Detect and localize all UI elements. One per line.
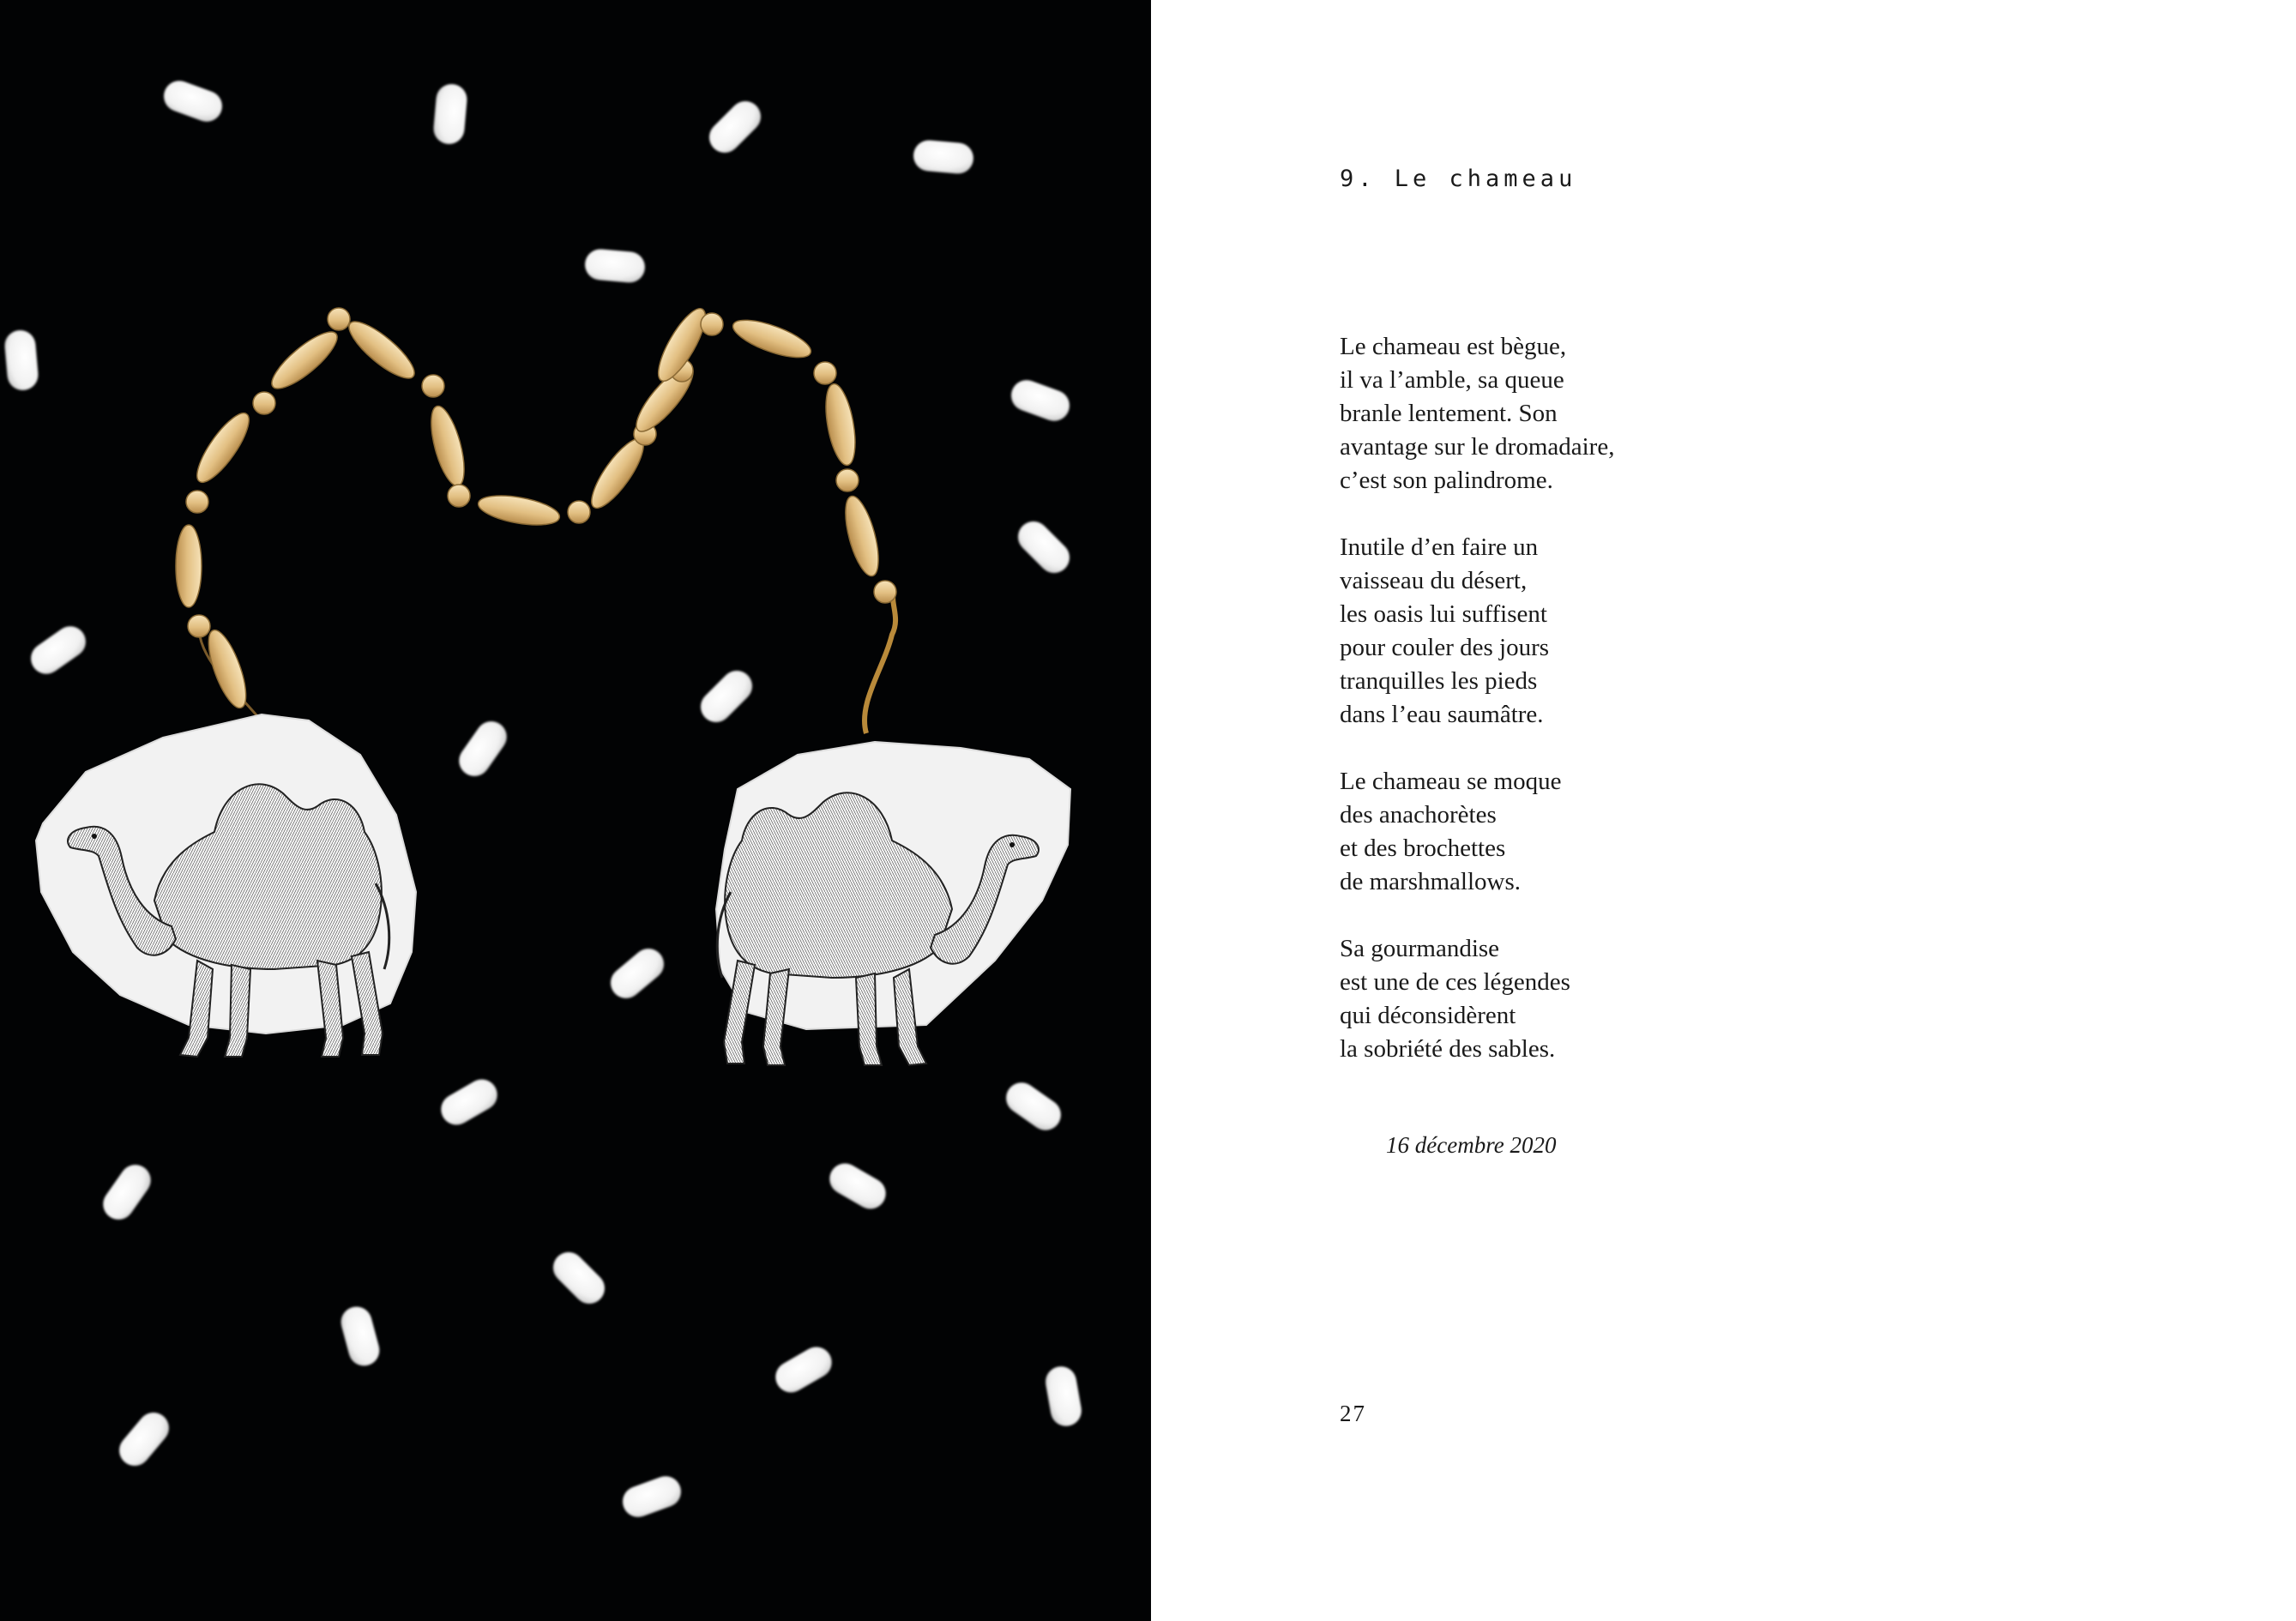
poem-line: la sobriété des sables. — [1340, 1035, 1556, 1063]
bead-round — [874, 581, 896, 603]
poem-line: pour couler des jours — [1340, 634, 1550, 661]
bead-round — [188, 615, 210, 637]
marshmallow-pill — [338, 1304, 383, 1370]
poem-line: branle lentement. Son — [1340, 400, 1558, 427]
marshmallow-pill — [618, 1472, 685, 1522]
poem-date: 16 décembre 2020 — [1386, 1132, 1557, 1158]
poem-line: c’est son palindrome. — [1340, 467, 1553, 494]
marshmallow-pill — [547, 1246, 612, 1311]
page-number: 27 — [1340, 1401, 1366, 1426]
bead-round — [328, 308, 350, 330]
bead-long — [425, 403, 471, 489]
poem-line: qui déconsidèrent — [1340, 1002, 1516, 1029]
marshmallow-pill — [605, 943, 671, 1005]
poem-line: tranquilles les pieds — [1340, 667, 1538, 695]
marshmallow-pill — [1043, 1364, 1084, 1428]
bead-round — [568, 501, 590, 523]
bead-long — [201, 626, 253, 712]
marshmallow-pill — [584, 248, 647, 284]
marshmallow-pill — [770, 1341, 838, 1398]
poem-line: Inutile d’en faire un — [1340, 533, 1539, 561]
poem-line: dans l’eau saumâtre. — [1340, 701, 1544, 728]
marshmallow-pill — [1012, 515, 1076, 580]
poem-line: est une de ces légendes — [1340, 968, 1570, 996]
poem-stanza — [1340, 765, 1940, 899]
poem-line: et des brochettes — [1340, 835, 1506, 862]
bead-round — [253, 392, 275, 414]
bead-round — [836, 469, 859, 491]
bead-round — [448, 485, 470, 507]
poem-line: Le chameau se moque — [1340, 768, 1562, 795]
bead-round — [186, 491, 208, 513]
marshmallow-pill — [97, 1159, 157, 1226]
marshmallow-pill — [436, 1074, 503, 1130]
poem-title: 9. Le chameau — [1340, 166, 1577, 192]
poem-stanza — [1340, 932, 1940, 1066]
poem-line: avantage sur le dromadaire, — [1340, 433, 1615, 461]
marshmallow-pill — [113, 1407, 176, 1473]
bead-round — [701, 313, 723, 335]
bead-long — [189, 407, 257, 489]
bead-long — [821, 382, 860, 467]
camel-card-left — [36, 714, 416, 1057]
poem-line: vaisseau du désert, — [1340, 567, 1528, 594]
marshmallow-pill — [913, 139, 975, 175]
bead-long — [839, 493, 885, 579]
bead-long — [265, 324, 345, 397]
poem-body — [1340, 330, 1940, 1100]
poem-line: Sa gourmandise — [1340, 935, 1500, 962]
marshmallow-pill — [3, 329, 39, 392]
bead-round — [814, 362, 836, 384]
bead-long — [729, 312, 815, 365]
poem-line: il va l’amble, sa queue — [1340, 366, 1564, 394]
poem-line: de marshmallows. — [1340, 868, 1522, 895]
poem-line: des anachorètes — [1340, 801, 1497, 829]
marshmallow-pill — [160, 76, 226, 126]
bead-long — [342, 314, 422, 387]
poem-stanza — [1340, 531, 1940, 732]
bead-long — [176, 525, 202, 607]
poem-stanza — [1340, 330, 1940, 497]
marshmallow-pill — [453, 715, 513, 782]
poem-line: les oasis lui suffisent — [1340, 600, 1547, 628]
marshmallow-pill — [824, 1158, 892, 1214]
marshmallow-pill — [703, 95, 768, 160]
bead-round — [422, 375, 444, 397]
marshmallow-pill — [1007, 376, 1074, 425]
bead-long — [476, 491, 562, 530]
camel-card-right — [716, 742, 1070, 1065]
marshmallow-pill — [1000, 1076, 1067, 1136]
marshmallow-pill — [25, 620, 92, 680]
poem-line: Le chameau est bègue, — [1340, 333, 1567, 360]
bead-necklace — [176, 303, 896, 733]
text-page — [1151, 0, 2296, 1621]
marshmallow-pill — [432, 83, 468, 146]
marshmallow-pill — [695, 665, 759, 729]
